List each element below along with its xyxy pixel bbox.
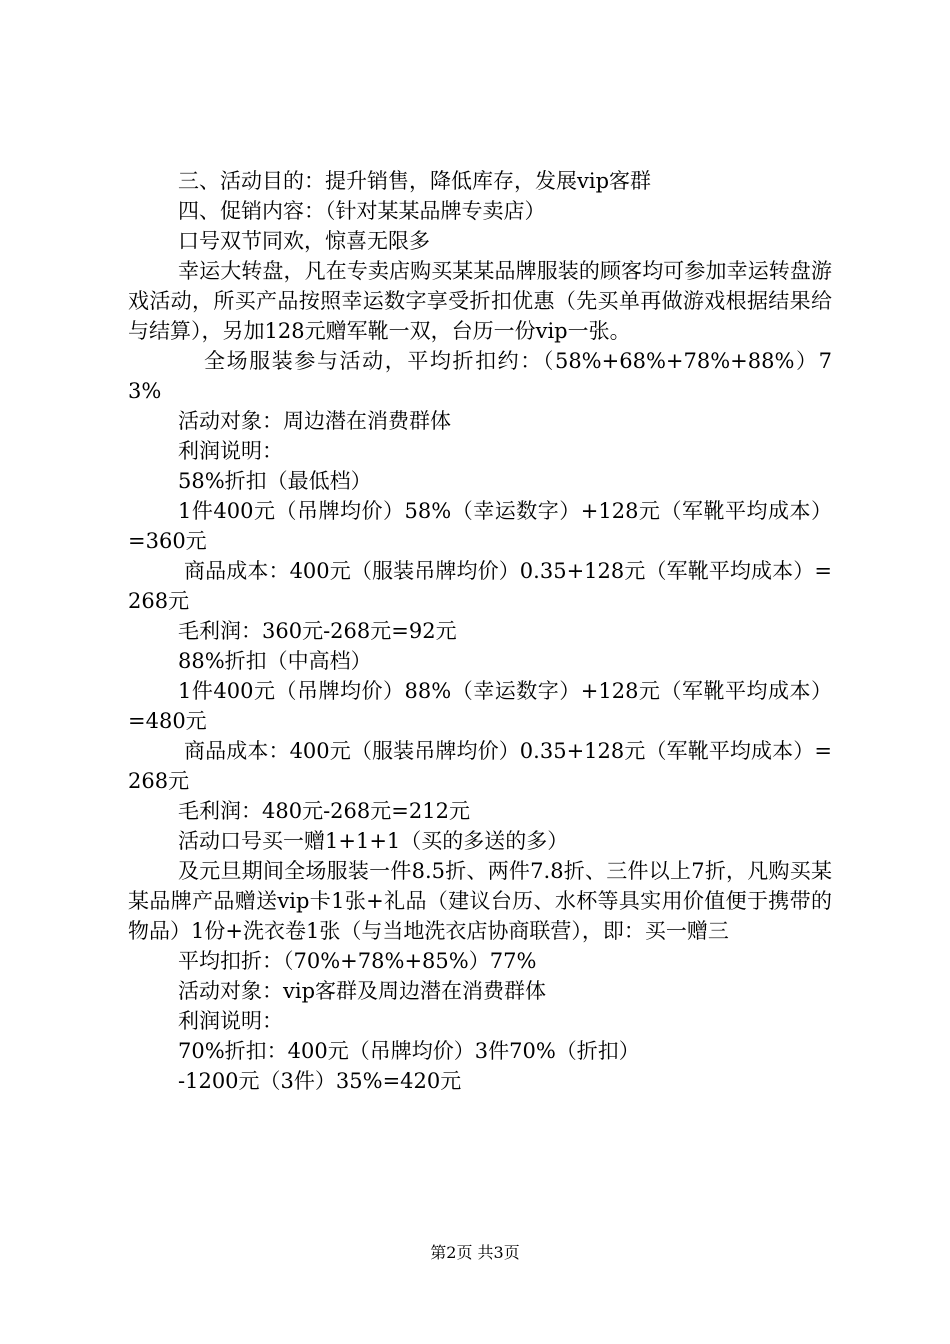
paragraph-lucky-wheel: 幸运大转盘，凡在专卖店购买某某品牌服装的顾客均可参加幸运转盘游戏活动，所买产品按照幸运数字享受折扣优惠（先买单再做游戏根据结果给与结算），另加128元赠军靴一双，台历一份vip一张。	[128, 259, 832, 343]
paragraph-profit-heading-2: 利润说明：	[178, 1009, 283, 1033]
paragraph-price-58: 1件400元（吊牌均价）58%（幸运数字）+128元（军靴平均成本）=360元	[128, 499, 832, 553]
paragraph-profit-heading: 利润说明：	[178, 439, 283, 463]
paragraph-discount-58: 58%折扣（最低档）	[178, 469, 372, 493]
paragraph-vip-audience: 活动对象：vip客群及周边潜在消费群体	[178, 979, 547, 1003]
paragraph-slogan: 口号双节同欢，惊喜无限多	[178, 229, 430, 253]
page-number-footer: 第2页 共3页	[430, 1243, 520, 1262]
paragraph-buy-one-get: 活动口号买一赠1+1+1（买的多送的多）	[178, 829, 569, 853]
paragraph-gross-profit-88: 毛利润：480元-268元=212元	[178, 799, 470, 823]
paragraph-promotion-content: 四、促销内容：（针对某某品牌专卖店）	[178, 199, 546, 223]
paragraph-cost-88: 商品成本：400元（服装吊牌均价）0.35+128元（军靴平均成本）=268元	[128, 739, 832, 793]
paragraph-discount-70: 70%折扣：400元（吊牌均价）3件70%（折扣）	[178, 1039, 640, 1063]
paragraph-average-discount: 全场服装参与活动，平均折扣约：（58%+68%+78%+88%）73%	[128, 349, 832, 403]
paragraph-discount-88: 88%折扣（中高档）	[178, 649, 372, 673]
paragraph-gross-profit-58: 毛利润：360元-268元=92元	[178, 619, 457, 643]
paragraph-new-year-offer: 及元旦期间全场服装一件8.5折、两件7.8折、三件以上7折，凡购买某某品牌产品赠送vip卡1张+礼品（建议台历、水杯等具实用价值便于携带的物品）1份+洗衣卷1张（与当地洗衣店协商联营），即：买一赠三	[128, 859, 832, 943]
paragraph-objective: 三、活动目的：提升销售，降低库存，发展vip客群	[178, 169, 652, 193]
paragraph-average-deduction: 平均扣折：（70%+78%+85%）77%	[178, 949, 537, 973]
document-body	[128, 166, 832, 1096]
paragraph-price-88: 1件400元（吊牌均价）88%（幸运数字）+128元（军靴平均成本）=480元	[128, 679, 832, 733]
paragraph-cost-58: 商品成本：400元（服装吊牌均价）0.35+128元（军靴平均成本）=268元	[128, 559, 832, 613]
paragraph-target-audience: 活动对象：周边潜在消费群体	[178, 409, 451, 433]
paragraph-calc-1200: -1200元（3件）35%=420元	[178, 1069, 462, 1093]
